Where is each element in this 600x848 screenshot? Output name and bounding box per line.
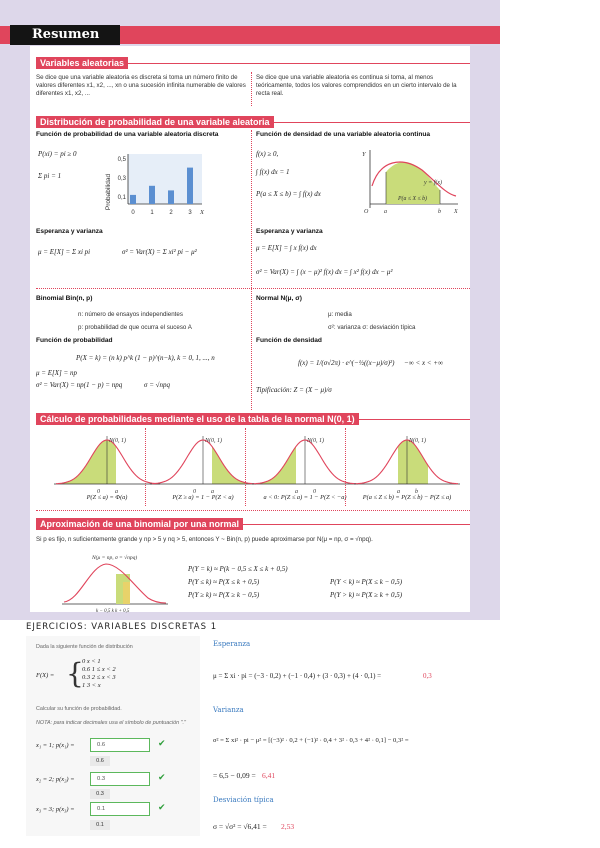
expectation-title-left: Esperanza y varianza: [36, 228, 103, 235]
correct-answer: 0.1: [90, 820, 110, 830]
y-axis-label: Y: [362, 151, 366, 158]
binomial-variance: σ² = Var(X) = np(1 − p) = npq: [36, 381, 123, 389]
expectation-title-right: Esperanza y varianza: [256, 228, 323, 235]
pdf-probability-formula: P(a ≤ X ≤ b) = ∫ f(x) dx: [256, 190, 321, 198]
deviation-heading: Desviación típica: [213, 796, 274, 804]
area-label: P(a ≤ X ≤ b): [398, 196, 427, 202]
exercise-instruction: Calcular su función de probabilidad.: [36, 706, 122, 712]
x-axis-label: X: [454, 209, 458, 215]
approx-ticks: k − 0,5 k k + 0,5: [96, 609, 130, 614]
answer-input-x3[interactable]: [90, 802, 150, 816]
expectation-formula: μ = Σ xi · pi = (−3 · 0,2) + (−1 · 0,4) + (3 · 0,3) + (4 · 0,1) =: [213, 672, 382, 680]
discrete-pmf-title: Función de probabilidad de una variable aleatoria discreta: [36, 131, 219, 138]
column-divider: [251, 72, 252, 106]
pmf-bar-chart: [102, 148, 206, 220]
variance-heading: Varianza: [213, 706, 244, 714]
pmf-bar: [187, 168, 193, 204]
variance-line2: = 6,5 − 0,09 =: [213, 771, 256, 780]
chart-caption: P(Z ≤ a) = Φ(a): [86, 494, 128, 501]
case-row: 1 3 < x: [82, 682, 101, 689]
curve-label: y = f(x): [424, 180, 443, 186]
y-tick-label: 0,1: [117, 195, 126, 201]
x-axis-label: X: [200, 209, 204, 216]
approx-bar-highlight: [123, 582, 130, 604]
approx-curve-label: N(μ = np, σ = √npq): [92, 555, 138, 561]
chart-label: N(0, 1): [409, 438, 426, 444]
discrete-definition: Se dice que una variable aleatoria es discreta si toma un número finito de valores diferentes x1, x2, ..., xn o una sucesión infinita numerable de valores diferentes x1, x2, ...: [36, 74, 246, 97]
x-tick-label: 3: [188, 210, 192, 216]
tick-label: 0: [313, 489, 316, 495]
check-icon: ✔: [158, 773, 166, 783]
chart-label: N(0, 1): [205, 438, 222, 444]
pdf-nonneg-formula: f(x) ≥ 0,: [256, 150, 279, 158]
approx-rule-5: P(Y > k) ≈ P(X ≥ k + 0,5): [330, 591, 403, 599]
chart-ylabel: Probabilidad: [105, 173, 112, 211]
binomial-p-desc: p: probabilidad de que ocurra el suceso A: [78, 324, 192, 331]
continuous-variance-formula: σ² = Var(X) = ∫ (x − μ)² f(x) dx = ∫ x² f(x) dx − μ²: [256, 268, 393, 276]
tick-label: a: [295, 489, 298, 495]
pmf-bar: [130, 195, 136, 204]
binomial-title: Binomial Bin(n, p): [36, 295, 93, 302]
section-title-distribution: Distribución de probabilidad de una variable aleatoria: [36, 116, 274, 128]
binomial-n-desc: n: número de ensayos independientes: [78, 311, 183, 318]
discrete-mean-formula: μ = E[X] = Σ xi pi: [38, 248, 91, 256]
deviation-formula: σ = √σ² = √6,41 =: [213, 822, 267, 831]
approx-rule-4: P(Y < k) ≈ P(X ≤ k − 0,5): [330, 578, 403, 586]
expectation-result: 0,3: [423, 672, 432, 680]
origin-label: O: [364, 209, 369, 215]
tick-label: a: [211, 489, 214, 495]
chart-divider: [345, 428, 346, 506]
exercise-note: NOTA: para indicar decimales usa el símbolo de puntuación ".": [36, 720, 186, 726]
row-divider: [36, 288, 470, 289]
row-label: x₂ = 2; p(x₂) =: [36, 776, 75, 783]
shaded-area: [398, 440, 428, 484]
normal-range: −∞ < x < +∞: [404, 359, 443, 367]
pdf-integral-formula: ∫ f(x) dx = 1: [256, 168, 290, 176]
normal-chart-4: [352, 432, 462, 498]
row-label: x₁ = 1; p(x₁) =: [36, 742, 75, 749]
normal-pdf: f(x) = 1/(σ√2π) · e^(−½((x−μ)/σ)²): [298, 359, 395, 367]
density-chart: [358, 146, 462, 216]
normal-chart-3: [250, 432, 360, 498]
binomial-pmf: P(X = k) = (n k) p^k (1 − p)^(n−k), k = 0, 1, ..., n: [76, 354, 215, 362]
check-icon: ✔: [158, 739, 166, 749]
continuous-mean-formula: μ = E[X] = ∫ x f(x) dx: [256, 244, 317, 252]
binomial-fp-title: Función de probabilidad: [36, 337, 113, 344]
case-row: 0 x < 1: [82, 658, 101, 665]
approximation-intro: Si p es fijo, n suficientemente grande y np > 5 y nq > 5, entonces Y ~ Bin(n, p) puede aproximarse por N(μ = np, σ = √npq).: [36, 536, 373, 543]
row-divider: [36, 510, 470, 511]
pmf-bar: [168, 190, 174, 204]
deviation-result: 2,53: [281, 822, 295, 831]
tick-label: b: [415, 489, 418, 495]
page-title: Resumen: [10, 25, 120, 45]
binomial-sigma: σ = √npq: [144, 381, 171, 389]
approx-rule-3: P(Y ≥ k) ≈ P(X ≥ k − 0,5): [188, 591, 260, 599]
x-tick-label: 2: [169, 210, 173, 216]
binomial-mean: μ = E[X] = np: [36, 369, 77, 377]
normal-title: Normal N(μ, σ): [256, 295, 302, 302]
expectation-heading: Esperanza: [213, 640, 251, 648]
normal-sigma-desc: σ²: varianza σ: desviación típica: [328, 324, 416, 331]
chart-label: N(0, 1): [307, 438, 324, 444]
exercise-panel: [26, 636, 200, 836]
normal-mu-desc: μ: media: [328, 311, 352, 318]
chart-label: N(0, 1): [109, 438, 126, 444]
chart-divider: [245, 428, 246, 506]
approx-rule-1: P(Y = k) ≈ P(k − 0,5 ≤ X ≤ k + 0,5): [188, 565, 288, 573]
y-tick-label: 0,5: [117, 157, 126, 163]
row-label: x₃ = 3; p(x₃) =: [36, 806, 75, 813]
chart-divider: [145, 428, 146, 506]
x-tick-label: 0: [131, 210, 135, 216]
variance-formula: σ² = Σ xi² · pi − μ² = [(−3)² · 0,2 + (−1)² · 0,4 + 3² · 0,3 + 4² · 0,1] − 0,3² =: [213, 737, 409, 744]
case-row: 0.3 2 ≤ x < 3: [82, 674, 116, 681]
normal-fd-title: Función de densidad: [256, 337, 322, 344]
tick-label: 0: [97, 489, 100, 495]
pmf-bar: [149, 186, 155, 204]
standardization: Tipificación: Z = (X − μ)/σ: [256, 386, 332, 394]
correct-answer: 0.3: [90, 789, 110, 799]
pmf-sum-formula: Σ pi = 1: [38, 172, 62, 180]
pmf-nonneg-formula: P(xi) = pi ≥ 0: [38, 150, 77, 158]
normal-curve: [64, 564, 166, 603]
x-tick-label: 1: [150, 210, 154, 216]
tick-label: 0: [193, 489, 196, 495]
a-label: a: [384, 209, 387, 215]
exercise-intro: Dada la siguiente función de distribución: [36, 644, 133, 650]
section-title-normal-table: Cálculo de probabilidades mediante el uso de la tabla de la normal N(0, 1): [36, 413, 359, 425]
column-divider: [251, 130, 252, 410]
approx-rule-2: P(Y ≤ k) ≈ P(X ≤ k + 0,5): [188, 578, 260, 586]
section-title-variables: Variables aleatorias: [36, 57, 128, 69]
case-row: 0.6 1 ≤ x < 2: [82, 666, 116, 673]
tick-label: a: [115, 489, 118, 495]
answer-input-x2[interactable]: [90, 772, 150, 786]
exercise-title: EJERCICIOS: VARIABLES DISCRETAS 1: [26, 622, 218, 632]
shaded-area: [254, 446, 296, 484]
variance-result: 6,41: [262, 771, 276, 780]
normal-chart-2: [148, 432, 258, 498]
shaded-area: [212, 446, 254, 484]
b-label: b: [438, 209, 441, 215]
correct-answer: 0.6: [90, 756, 110, 766]
discrete-variance-formula: σ² = Var(X) = Σ xi² pi − μ²: [122, 248, 197, 256]
chart-caption: P(Z ≥ a) = 1 − P(Z < a): [172, 494, 234, 501]
continuous-pdf-title: Función de densidad de una variable aleatoria continua: [256, 131, 431, 138]
tick-label: a: [397, 489, 400, 495]
distribution-function-label: F(X) =: [36, 672, 55, 679]
brace-icon: {: [66, 657, 84, 690]
chart-caption: P(a ≤ Z ≤ b) = P(Z ≤ b) − P(Z ≤ a): [362, 494, 452, 501]
y-tick-label: 0,3: [117, 176, 126, 182]
answer-input-x1[interactable]: [90, 738, 150, 752]
section-title-approximation: Aproximación de una binomial por una normal: [36, 518, 243, 530]
check-icon: ✔: [158, 803, 166, 813]
approximation-chart: [60, 552, 170, 614]
chart-caption: a < 0: P(Z ≤ a) = 1 − P(Z < −a): [263, 494, 347, 501]
continuous-definition: Se dice que una variable aleatoria es continua si toma, al menos teóricamente, todos los valores comprendidos en un cierto intervalo de la recta real.: [256, 74, 457, 97]
